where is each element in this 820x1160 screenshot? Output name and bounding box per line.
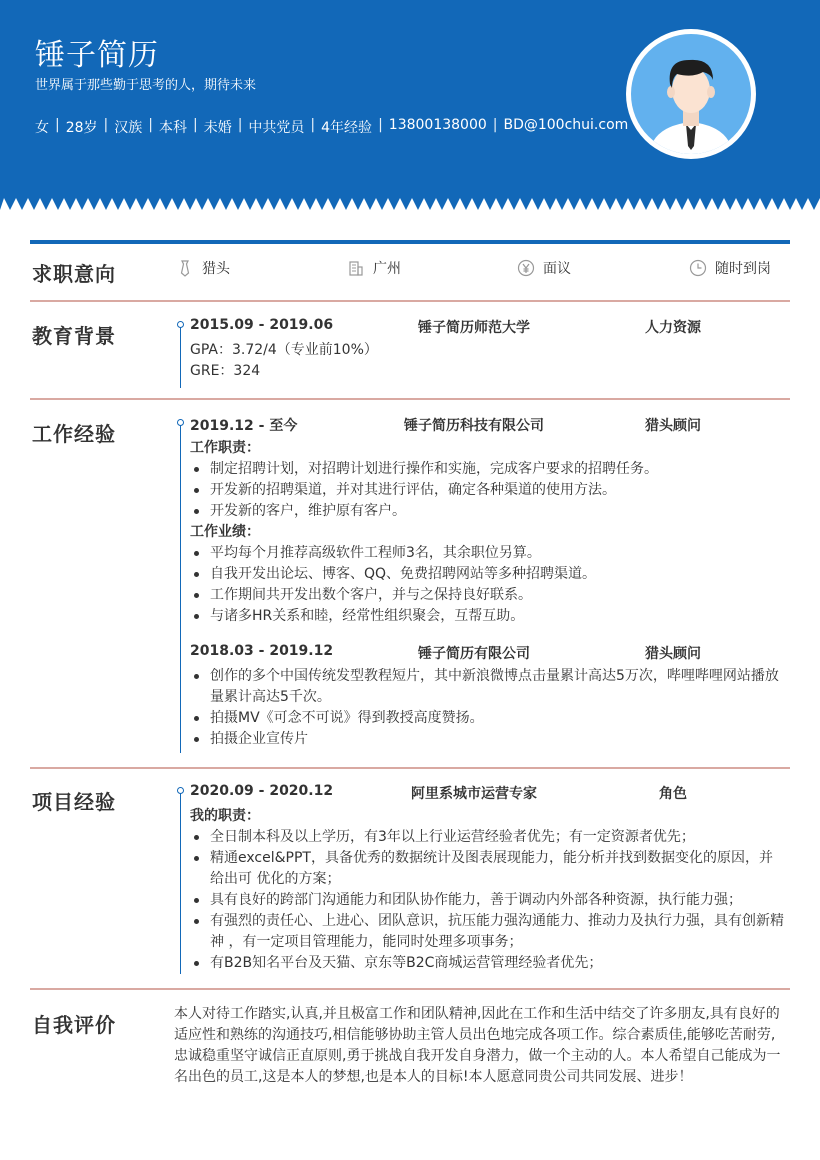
info-ethnicity: 汉族 [114, 120, 143, 136]
info-separator: | [237, 117, 243, 133]
list-item: 具有良好的跨部门沟通能力和团队协作能力，善于调动内外部各种资源，执行能力强； [190, 890, 785, 911]
list-item: 自我开发出论坛、博客、QQ、免费招聘网站等多种招聘渠道。 [190, 564, 790, 585]
resume-slogan: 世界属于那些勤于思考的人，期待未来 [35, 78, 257, 93]
intent-position [176, 258, 230, 278]
section-title-self: 自我评价 [32, 1013, 116, 1037]
section-title-education: 教育背景 [32, 324, 116, 348]
info-email[interactable]: BD@100chui.com [503, 117, 629, 133]
work-position: 猎头顾问 [645, 418, 701, 434]
timeline-line [180, 423, 181, 753]
resume-header [0, 0, 820, 210]
section-title-project: 项目经验 [32, 790, 116, 814]
section-title-intent: 求职意向 [32, 262, 116, 286]
intent-availability [689, 258, 771, 278]
edu-major: 人力资源 [645, 320, 701, 336]
intent-city [347, 258, 401, 278]
section-divider [30, 988, 790, 990]
work-period: 2018.03 - 2019.12 [190, 643, 334, 659]
project-duty-list [190, 827, 785, 974]
timeline-line [180, 791, 181, 974]
avatar [626, 29, 756, 159]
timeline-dot [177, 321, 184, 328]
info-phone[interactable]: 13800138000 [388, 117, 487, 133]
list-item: 工作期间共开发出数个客户，并与之保持良好联系。 [190, 585, 790, 606]
project-role: 角色 [659, 786, 687, 802]
intent-availability-label: 随时到岗 [715, 261, 771, 277]
timeline-dot [177, 787, 184, 794]
avatar-illustration [631, 34, 751, 154]
resume-name: 锤子简历 [35, 38, 159, 73]
list-item: 开发新的客户，维护原有客户。 [190, 501, 790, 522]
section-divider [30, 300, 790, 302]
timeline-dot [177, 419, 184, 426]
project-name: 阿里系城市运营专家 [411, 786, 537, 802]
edu-gpa: GPA：3.72/4（专业前10%） [190, 342, 378, 358]
self-evaluation-text: 本人对待工作踏实,认真,并且极富工作和团队精神,因此在工作和生活中结交了许多朋友,具有良好的适应性和熟练的沟通技巧,相信能够协助主管人员出色地完成各项工作。综合素质佳,能够吃苦耐劳,忠诚稳重坚守诚信正直原则,勇于挑战自我开发自身潜力，做一个主动的人。本人希望自己能成为一名出色的员工,这是本人的梦想,也是本人的目标!本人愿意同贵公司共同发展、进步！ [174, 1006, 781, 1085]
tie-icon [176, 259, 194, 277]
intent-position-label: 猎头 [202, 261, 230, 277]
yen-icon [517, 259, 535, 277]
list-item: 与诸多HR关系和睦，经常性组织聚会，互帮互助。 [190, 606, 790, 627]
edu-period: 2015.09 - 2019.06 [190, 317, 334, 333]
work-item-list [190, 666, 785, 750]
work-perf-label: 工作业绩： [190, 524, 260, 540]
section-divider [30, 398, 790, 400]
intent-salary-label: 面议 [543, 261, 571, 277]
info-separator: | [378, 117, 383, 133]
info-separator: | [192, 117, 198, 133]
info-age: 28岁 [65, 120, 98, 136]
building-icon [347, 259, 365, 277]
info-separator: | [492, 117, 498, 133]
work-company: 锤子简历科技有限公司 [404, 418, 544, 434]
list-item: 有强烈的责任心、上进心、团队意识，抗压能力强沟通能力、推动力及执行力强，具有创新精神 ，有一定项目管理能力，能同时处理多项事务； [190, 911, 785, 953]
info-separator: | [148, 117, 153, 133]
list-item: 全日制本科及以上学历，有3年以上行业运营经验者优先；有一定资源者优先； [190, 827, 785, 848]
list-item: 拍摄MV《可念不可说》得到教授高度赞扬。 [190, 708, 785, 729]
info-marital: 未婚 [203, 120, 232, 136]
section-title-work: 工作经验 [32, 422, 116, 446]
info-gender: 女 [35, 120, 49, 136]
edu-school: 锤子简历师范大学 [418, 320, 530, 336]
info-separator: | [103, 117, 109, 133]
list-item: 有B2B知名平台及天猫、京东等B2C商城运营管理经验者优先； [190, 953, 785, 974]
edu-gre: GRE：324 [190, 363, 261, 379]
project-period: 2020.09 - 2020.12 [190, 783, 334, 799]
list-item: 拍摄企业宣传片 [190, 729, 785, 750]
work-duty-list [190, 459, 790, 522]
intent-salary [517, 258, 571, 278]
project-duty-label: 我的职责： [190, 808, 260, 824]
top-rule [30, 240, 790, 244]
list-item: 精通excel&PPT，具备优秀的数据统计及图表展现能力，能分析并找到数据变化的原因，并给出可 优化的方案； [190, 848, 785, 890]
work-position: 猎头顾问 [645, 646, 701, 662]
list-item: 创作的多个中国传统发型教程短片，其中新浪微博点击量累计高达5万次，哔哩哔哩网站播放量累计高达5千次。 [190, 666, 785, 708]
clock-icon [689, 259, 707, 277]
intent-city-label: 广州 [373, 261, 401, 277]
personal-info [35, 117, 628, 137]
info-degree: 本科 [158, 120, 187, 136]
timeline-line [180, 325, 181, 388]
list-item: 制定招聘计划，对招聘计划进行操作和实施，完成客户要求的招聘任务。 [190, 459, 790, 480]
info-separator: | [310, 117, 316, 133]
work-duty-label: 工作职责： [190, 440, 260, 456]
work-perf-list [190, 543, 790, 627]
info-experience: 4年经验 [321, 120, 373, 136]
list-item: 平均每个月推荐高级软件工程师3名，其余职位另算。 [190, 543, 790, 564]
work-period: 2019.12 - 至今 [190, 418, 298, 434]
info-separator: | [55, 117, 60, 133]
list-item: 开发新的招聘渠道，并对其进行评估，确定各种渠道的使用方法。 [190, 480, 790, 501]
info-politics: 中共党员 [248, 120, 305, 136]
work-company: 锤子简历有限公司 [418, 646, 530, 662]
section-divider [30, 767, 790, 769]
